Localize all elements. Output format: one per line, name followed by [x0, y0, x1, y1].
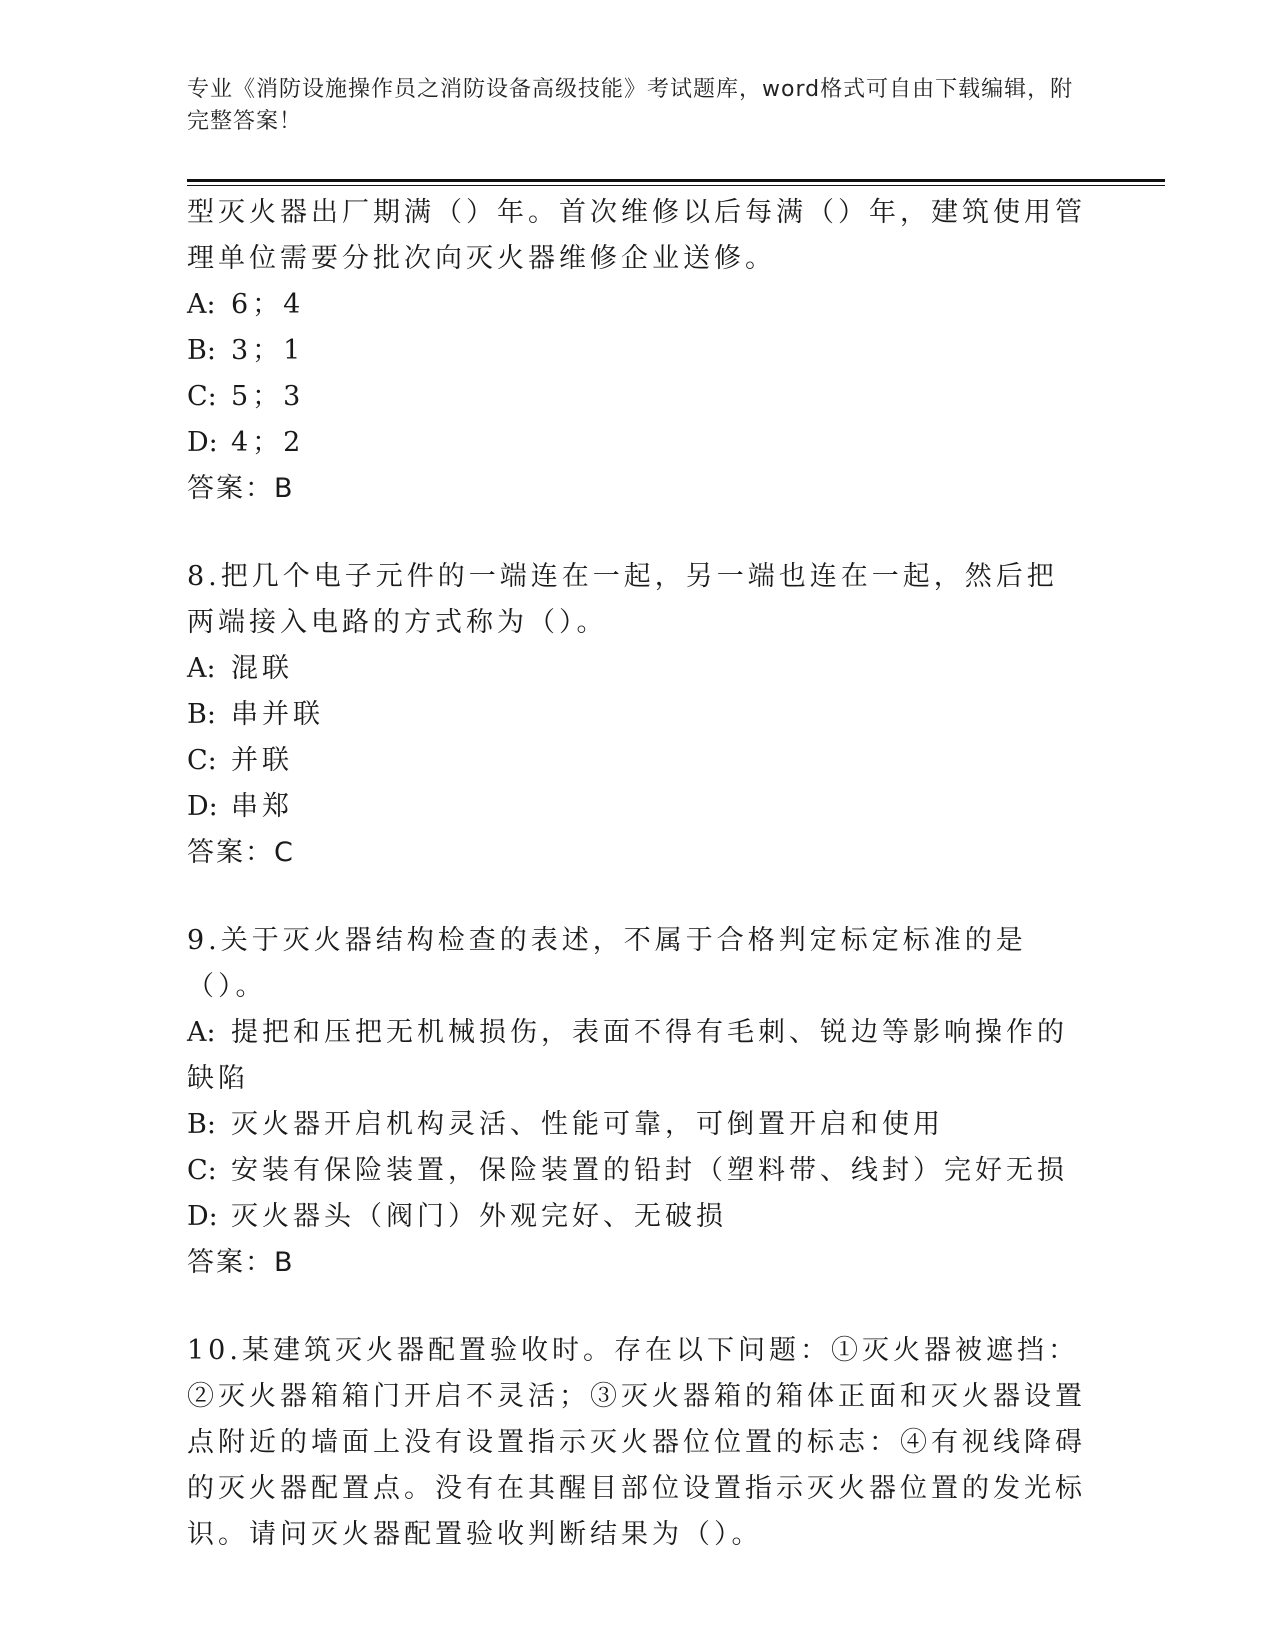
option-text: 提把和压把无机械损伤，表面不得有毛刺、锐边等影响操作的缺陷 — [187, 1017, 1068, 1094]
option-letter: C: — [187, 1155, 217, 1186]
question-list — [187, 190, 1087, 1600]
option-letter: A: — [187, 1017, 216, 1048]
option-a — [187, 1010, 1087, 1102]
option-text: 灭火器头（阀门）外观完好、无破损 — [231, 1201, 727, 1232]
question-8 — [187, 554, 1087, 876]
option-text: 灭火器开启机构灵活、性能可靠，可倒置开启和使用 — [231, 1109, 944, 1140]
option-d — [187, 784, 1087, 830]
option-text: 6；4 — [231, 289, 305, 320]
option-letter: A: — [187, 289, 216, 320]
option-letter: B: — [187, 335, 216, 366]
option-d — [187, 420, 1087, 466]
option-letter: C: — [187, 381, 217, 412]
question-9 — [187, 918, 1087, 1286]
question-stem: 8.把几个电子元件的一端连在一起，另一端也连在一起，然后把两端接入电路的方式称为（）。 — [187, 561, 1058, 638]
option-text: 混联 — [231, 653, 293, 684]
option-text: 4；2 — [231, 427, 305, 458]
question-7 — [187, 190, 1087, 512]
question-stem: 9.关于灭火器结构检查的表述，不属于合格判定标定标准的是（）。 — [187, 925, 1027, 1002]
option-text: 3；1 — [231, 335, 305, 366]
question-10 — [187, 1328, 1087, 1558]
header-rule-thin — [187, 185, 1165, 186]
option-b — [187, 692, 1087, 738]
question-stem: 型灭火器出厂期满（）年。首次维修以后每满（）年，建筑使用管理单位需要分批次向灭火器维修企业送修。 — [187, 197, 1086, 274]
answer-line: 答案：B — [187, 473, 295, 504]
option-text: 5；3 — [231, 381, 305, 412]
answer-line: 答案：B — [187, 1247, 295, 1278]
option-letter: A: — [187, 653, 216, 684]
option-d — [187, 1194, 1087, 1240]
option-text: 安装有保险装置，保险装置的铅封（塑料带、线封）完好无损 — [231, 1155, 1068, 1186]
option-c — [187, 1148, 1087, 1194]
option-letter: D: — [187, 427, 218, 458]
option-c — [187, 738, 1087, 784]
option-letter: B: — [187, 699, 216, 730]
option-c — [187, 374, 1087, 420]
option-text: 并联 — [231, 745, 293, 776]
page-header: 专业《消防设施操作员之消防设备高级技能》考试题库，word格式可自由下载编辑，附完整答案！ — [187, 77, 1074, 134]
option-text: 串郑 — [231, 791, 293, 822]
option-b — [187, 328, 1087, 374]
option-text: 串并联 — [231, 699, 324, 730]
answer-line: 答案：C — [187, 837, 295, 868]
option-letter: B: — [187, 1109, 216, 1140]
option-a — [187, 282, 1087, 328]
option-letter: D: — [187, 791, 218, 822]
question-stem: 10.某建筑灭火器配置验收时。存在以下问题：①灭火器被遮挡：②灭火器箱箱门开启不灵活；③灭火器箱的箱体正面和灭火器设置点附近的墙面上没有设置指示灭火器位位置的标志：④有视线降碍的灭火器配置点。没有在其醒目部位设置指示灭火器位置的发光标识。请问灭火器配置验收判断结果为（）。 — [187, 1335, 1086, 1550]
option-a — [187, 646, 1087, 692]
option-letter: D: — [187, 1201, 218, 1232]
header-rule-thick — [187, 179, 1165, 182]
option-b — [187, 1102, 1087, 1148]
option-letter: C: — [187, 745, 217, 776]
